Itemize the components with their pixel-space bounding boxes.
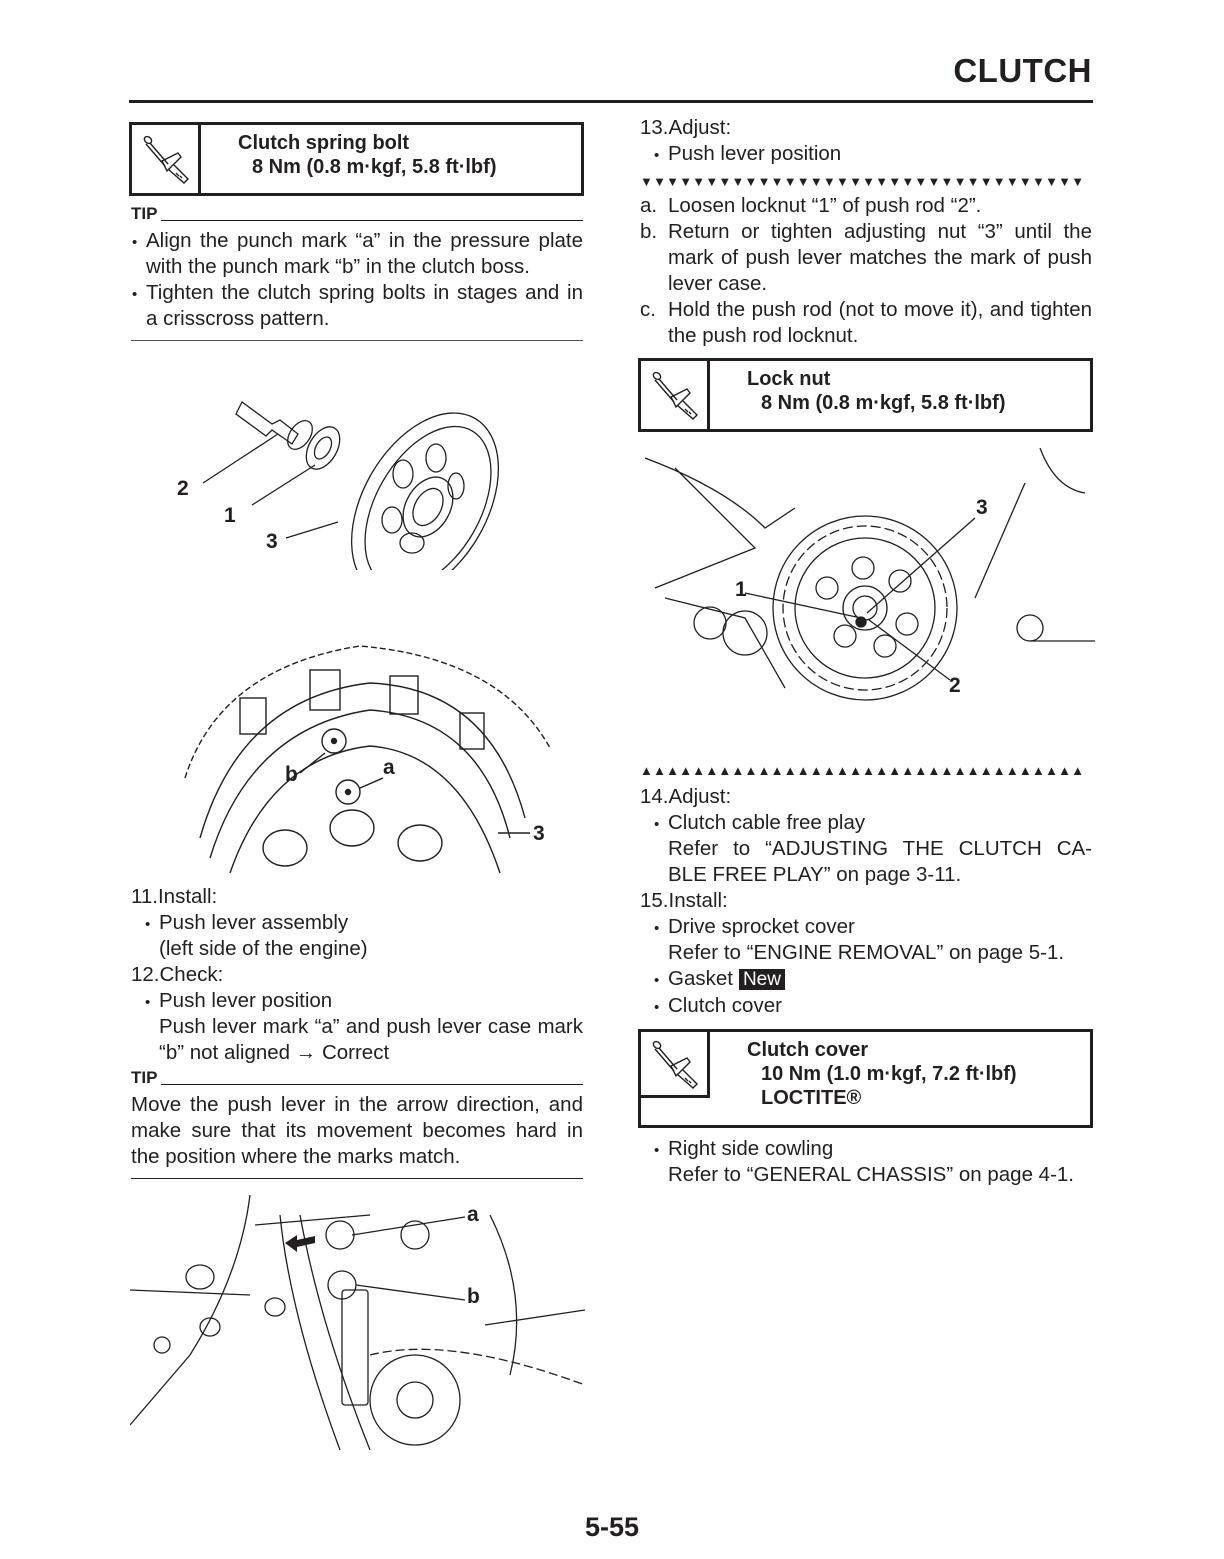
step-11-heading: 11.Install: xyxy=(131,885,218,908)
callout-3: 3 xyxy=(976,496,988,519)
step-15-heading: 15.Install: xyxy=(640,889,728,912)
tip-end-rule xyxy=(131,340,583,341)
callout-a: a xyxy=(383,756,395,779)
torque-spec-name: Clutch cover xyxy=(747,1039,869,1061)
new-part-badge: New xyxy=(739,969,785,990)
procedure-start-marker: ▼▼▼▼▼▼▼▼▼▼▼▼▼▼▼▼▼▼▼▼▼▼▼▼▼▼▼▼▼▼▼▼▼▼ xyxy=(640,175,1085,189)
step-14-note-line2: BLE FREE PLAY” on page 3-11. xyxy=(668,863,962,886)
procedure-end-marker: ▲▲▲▲▲▲▲▲▲▲▲▲▲▲▲▲▲▲▲▲▲▲▲▲▲▲▲▲▲▲▲▲▲▲ xyxy=(640,764,1085,778)
step-14-item: • Clutch cable free play xyxy=(653,810,1092,836)
step-15-item-drive-sprocket-cover: • Drive sprocket cover xyxy=(653,914,1092,940)
torque-spec-extra: LOCTITE® xyxy=(761,1087,862,1109)
torque-wrench-icon xyxy=(641,361,710,429)
tip-bullet: • Align the punch mark “a” in the pressure plate with the punch mark “b” in the clutch boss. xyxy=(131,228,583,280)
torque-spec-clutch-cover xyxy=(638,1029,1093,1128)
callout-2: 2 xyxy=(177,477,189,500)
callout-2: 2 xyxy=(949,674,961,697)
sub-step-c: c. Hold the push rod (not to move it), and tighten the push rod locknut. xyxy=(640,298,1092,347)
arrow-left-icon xyxy=(285,1235,315,1252)
torque-spec-value: 8 Nm (0.8 m·kgf, 5.8 ft·lbf) xyxy=(252,156,497,178)
step-14-heading: 14.Adjust: xyxy=(640,785,732,808)
torque-spec-value: 8 Nm (0.8 m·kgf, 5.8 ft·lbf) xyxy=(761,392,1006,414)
torque-spec-name: Lock nut xyxy=(747,368,831,390)
steps-11-12 xyxy=(131,884,583,1179)
sub-step-a: a. Loosen locknut “1” of push rod “2”. xyxy=(640,194,982,217)
callout-b: b xyxy=(467,1285,480,1308)
step-13 xyxy=(640,115,1092,349)
step-12-heading: 12.Check: xyxy=(131,963,224,986)
callout-1: 1 xyxy=(224,504,236,527)
step-15-item-clutch-cover: • Clutch cover xyxy=(653,993,1092,1019)
step-12-note: Push lever mark “a” and push lever case mark “b” not aligned → Correct xyxy=(159,1015,583,1064)
figure-clutch-punch-marks xyxy=(180,628,560,878)
section-title: CLUTCH xyxy=(953,52,1092,89)
torque-spec-lock-nut xyxy=(638,358,1093,432)
callout-1: 1 xyxy=(735,578,747,601)
final-item xyxy=(640,1136,1092,1188)
callout-b: b xyxy=(285,763,298,786)
step-13-item: • Push lever position xyxy=(653,141,1092,167)
tip-block-1 xyxy=(131,204,583,341)
figure-push-rod-locknut xyxy=(645,448,1095,713)
tip-heading: TIP xyxy=(131,204,583,224)
step-15-item-gasket: • Gasket New xyxy=(653,966,1092,993)
torque-spec-name: Clutch spring bolt xyxy=(238,132,410,154)
callout-3: 3 xyxy=(533,822,545,845)
figure-pressure-plate-exploded xyxy=(160,370,520,570)
step-14-note-line1: Refer to “ADJUSTING THE CLUTCH CA- xyxy=(668,837,1092,860)
step-12-item: • Push lever position xyxy=(144,988,583,1014)
callout-a: a xyxy=(467,1203,479,1226)
torque-spec-clutch-spring-bolt xyxy=(129,122,584,196)
tip-end-rule xyxy=(131,1178,583,1179)
tip-heading: TIP xyxy=(131,1068,583,1088)
step-11-item: • Push lever assembly xyxy=(144,910,583,936)
step-11-note: (left side of the engine) xyxy=(159,937,368,960)
step-13-heading: 13.Adjust: xyxy=(640,116,732,139)
torque-wrench-icon xyxy=(132,125,201,193)
page-number: 5-55 xyxy=(584,1512,640,1542)
figure-push-lever-marks xyxy=(130,1195,585,1450)
step-15-note: Refer to “ENGINE REMOVAL” on page 5-1. xyxy=(668,941,1065,964)
header-rule xyxy=(129,100,1093,103)
torque-spec-value: 10 Nm (1.0 m·kgf, 7.2 ft·lbf) xyxy=(761,1063,1017,1085)
right-side-cowling-item: • Right side cowling xyxy=(653,1136,1092,1162)
right-side-cowling-note: Refer to “GENERAL CHASSIS” on page 4-1. xyxy=(668,1163,1074,1186)
callout-3: 3 xyxy=(266,530,278,553)
tip-bullet: • Tighten the clutch spring bolts in stages and in a crisscross pattern. xyxy=(131,280,583,332)
torque-wrench-icon xyxy=(641,1032,710,1098)
steps-14-15 xyxy=(640,764,1092,1019)
tip-text: Move the push lever in the arrow direction, and make sure that its movement becomes hard in the position where the marks match. xyxy=(131,1093,583,1168)
sub-step-b: b. Return or tighten adjusting nut “3” until the mark of push lever matches the mark of push lever case. xyxy=(640,220,1092,295)
